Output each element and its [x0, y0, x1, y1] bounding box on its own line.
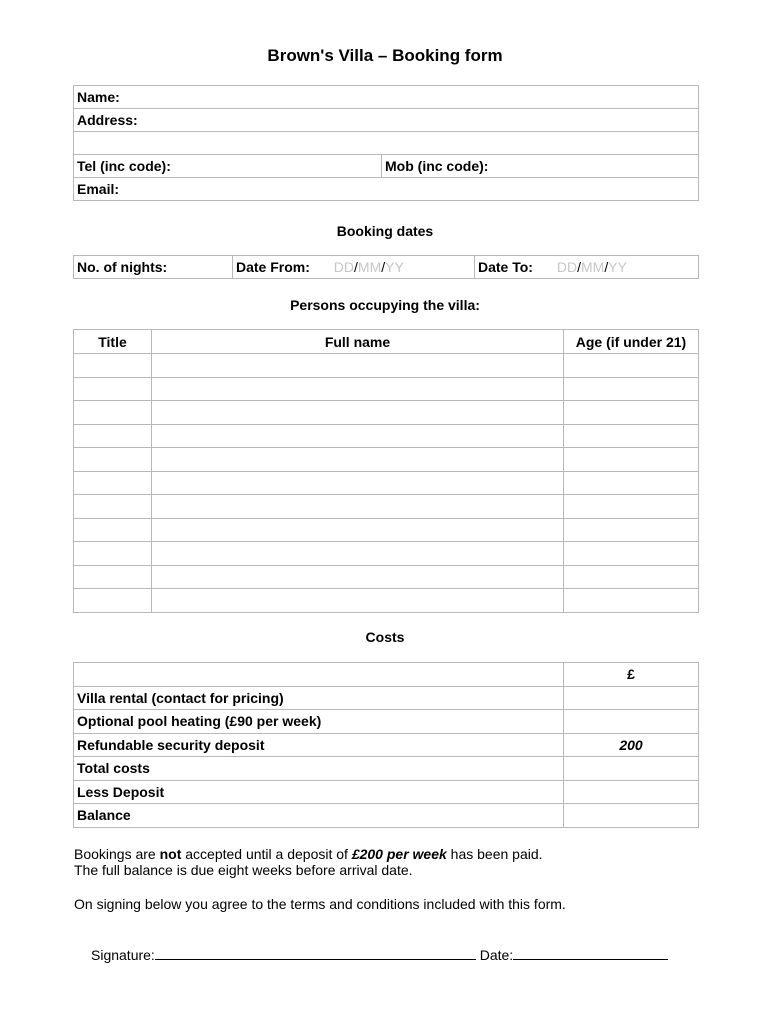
costs-row	[74, 757, 699, 781]
date-from-placeholder: DD/MM/YY	[333, 259, 404, 275]
nights-label: No. of nights:	[77, 259, 168, 275]
date-to-label: Date To:	[478, 259, 533, 275]
persons-table	[73, 329, 699, 613]
full-name-cell[interactable]	[152, 542, 564, 566]
age-cell[interactable]	[564, 495, 699, 519]
costs-row	[74, 780, 699, 804]
column-header-title: Title	[74, 330, 152, 354]
costs-row	[74, 686, 699, 710]
table-row	[74, 424, 699, 448]
contact-details-table	[73, 85, 699, 201]
title-cell[interactable]	[74, 518, 152, 542]
address-label: Address:	[77, 112, 138, 128]
full-name-cell[interactable]	[152, 377, 564, 401]
form-title: Brown's Villa – Booking form	[267, 46, 503, 65]
table-row	[74, 377, 699, 401]
column-header-age: Age (if under 21)	[564, 330, 699, 354]
full-name-cell[interactable]	[152, 401, 564, 425]
cost-label: Less Deposit	[74, 780, 564, 804]
title-cell[interactable]	[74, 448, 152, 472]
title-cell[interactable]	[74, 565, 152, 589]
full-name-cell[interactable]	[152, 354, 564, 378]
address-field[interactable]	[74, 109, 699, 132]
full-name-cell[interactable]	[152, 589, 564, 613]
title-cell[interactable]	[74, 589, 152, 613]
date-label: Date:	[479, 947, 514, 963]
cost-amount[interactable]	[564, 686, 699, 710]
costs-table	[73, 662, 699, 828]
cost-amount[interactable]	[564, 710, 699, 734]
title-cell[interactable]	[74, 401, 152, 425]
age-cell[interactable]	[564, 542, 699, 566]
age-cell[interactable]	[564, 589, 699, 613]
persons-heading: Persons occupying the villa:	[290, 297, 480, 313]
full-name-cell[interactable]	[152, 565, 564, 589]
title-cell[interactable]	[74, 471, 152, 495]
title-cell[interactable]	[74, 377, 152, 401]
age-cell[interactable]	[564, 448, 699, 472]
table-row	[74, 589, 699, 613]
cost-label: Optional pool heating (£90 per week)	[74, 710, 564, 734]
age-cell[interactable]	[564, 518, 699, 542]
full-name-cell[interactable]	[152, 495, 564, 519]
terms-note: On signing below you agree to the terms and conditions included with this form.	[74, 896, 566, 912]
table-row	[74, 518, 699, 542]
age-cell[interactable]	[564, 471, 699, 495]
table-row	[74, 401, 699, 425]
date-to-field[interactable]	[475, 256, 699, 279]
currency-header: £	[564, 663, 699, 687]
costs-header-blank	[74, 663, 564, 687]
address-field-line2[interactable]	[74, 132, 699, 155]
tel-field[interactable]	[74, 155, 382, 178]
table-row	[74, 448, 699, 472]
title-cell[interactable]	[74, 354, 152, 378]
cost-amount[interactable]	[564, 780, 699, 804]
cost-amount[interactable]	[564, 804, 699, 828]
booking-dates-heading: Booking dates	[336, 223, 434, 239]
costs-heading: Costs	[365, 629, 405, 645]
signature-line[interactable]	[155, 945, 476, 960]
cost-label: Villa rental (contact for pricing)	[74, 686, 564, 710]
table-row	[74, 542, 699, 566]
full-name-cell[interactable]	[152, 424, 564, 448]
cost-label: Total costs	[74, 757, 564, 781]
signature-label: Signature:	[91, 947, 155, 963]
name-field[interactable]	[74, 86, 699, 109]
age-cell[interactable]	[564, 377, 699, 401]
title-cell[interactable]	[74, 424, 152, 448]
title-cell[interactable]	[74, 495, 152, 519]
mob-label: Mob (inc code):	[385, 158, 489, 174]
signature-row	[91, 945, 668, 963]
age-cell[interactable]	[564, 424, 699, 448]
date-to-placeholder: DD/MM/YY	[556, 259, 627, 275]
table-row	[74, 354, 699, 378]
age-cell[interactable]	[564, 354, 699, 378]
cost-label: Balance	[74, 804, 564, 828]
email-field[interactable]	[74, 178, 699, 201]
costs-row	[74, 804, 699, 828]
cost-amount[interactable]	[564, 757, 699, 781]
full-name-cell[interactable]	[152, 471, 564, 495]
mob-field[interactable]	[382, 155, 699, 178]
signature-date-line[interactable]	[513, 945, 668, 960]
cost-label: Refundable security deposit	[74, 733, 564, 757]
table-row	[74, 565, 699, 589]
cost-amount[interactable]: 200	[564, 733, 699, 757]
costs-row	[74, 733, 699, 757]
nights-field[interactable]	[74, 256, 233, 279]
table-row	[74, 495, 699, 519]
full-name-cell[interactable]	[152, 448, 564, 472]
email-label: Email:	[77, 181, 120, 197]
tel-label: Tel (inc code):	[77, 158, 171, 174]
costs-row	[74, 710, 699, 734]
date-from-label: Date From:	[236, 259, 310, 275]
balance-note: The full balance is due eight weeks before arrival date.	[74, 862, 413, 878]
name-label: Name:	[77, 89, 120, 105]
title-cell[interactable]	[74, 542, 152, 566]
deposit-note: Bookings are not accepted until a deposit of £200 per week has been paid.	[74, 846, 543, 862]
date-from-field[interactable]	[233, 256, 475, 279]
column-header-full-name: Full name	[152, 330, 564, 354]
age-cell[interactable]	[564, 401, 699, 425]
booking-dates-table	[73, 255, 699, 279]
full-name-cell[interactable]	[152, 518, 564, 542]
table-row	[74, 471, 699, 495]
age-cell[interactable]	[564, 565, 699, 589]
